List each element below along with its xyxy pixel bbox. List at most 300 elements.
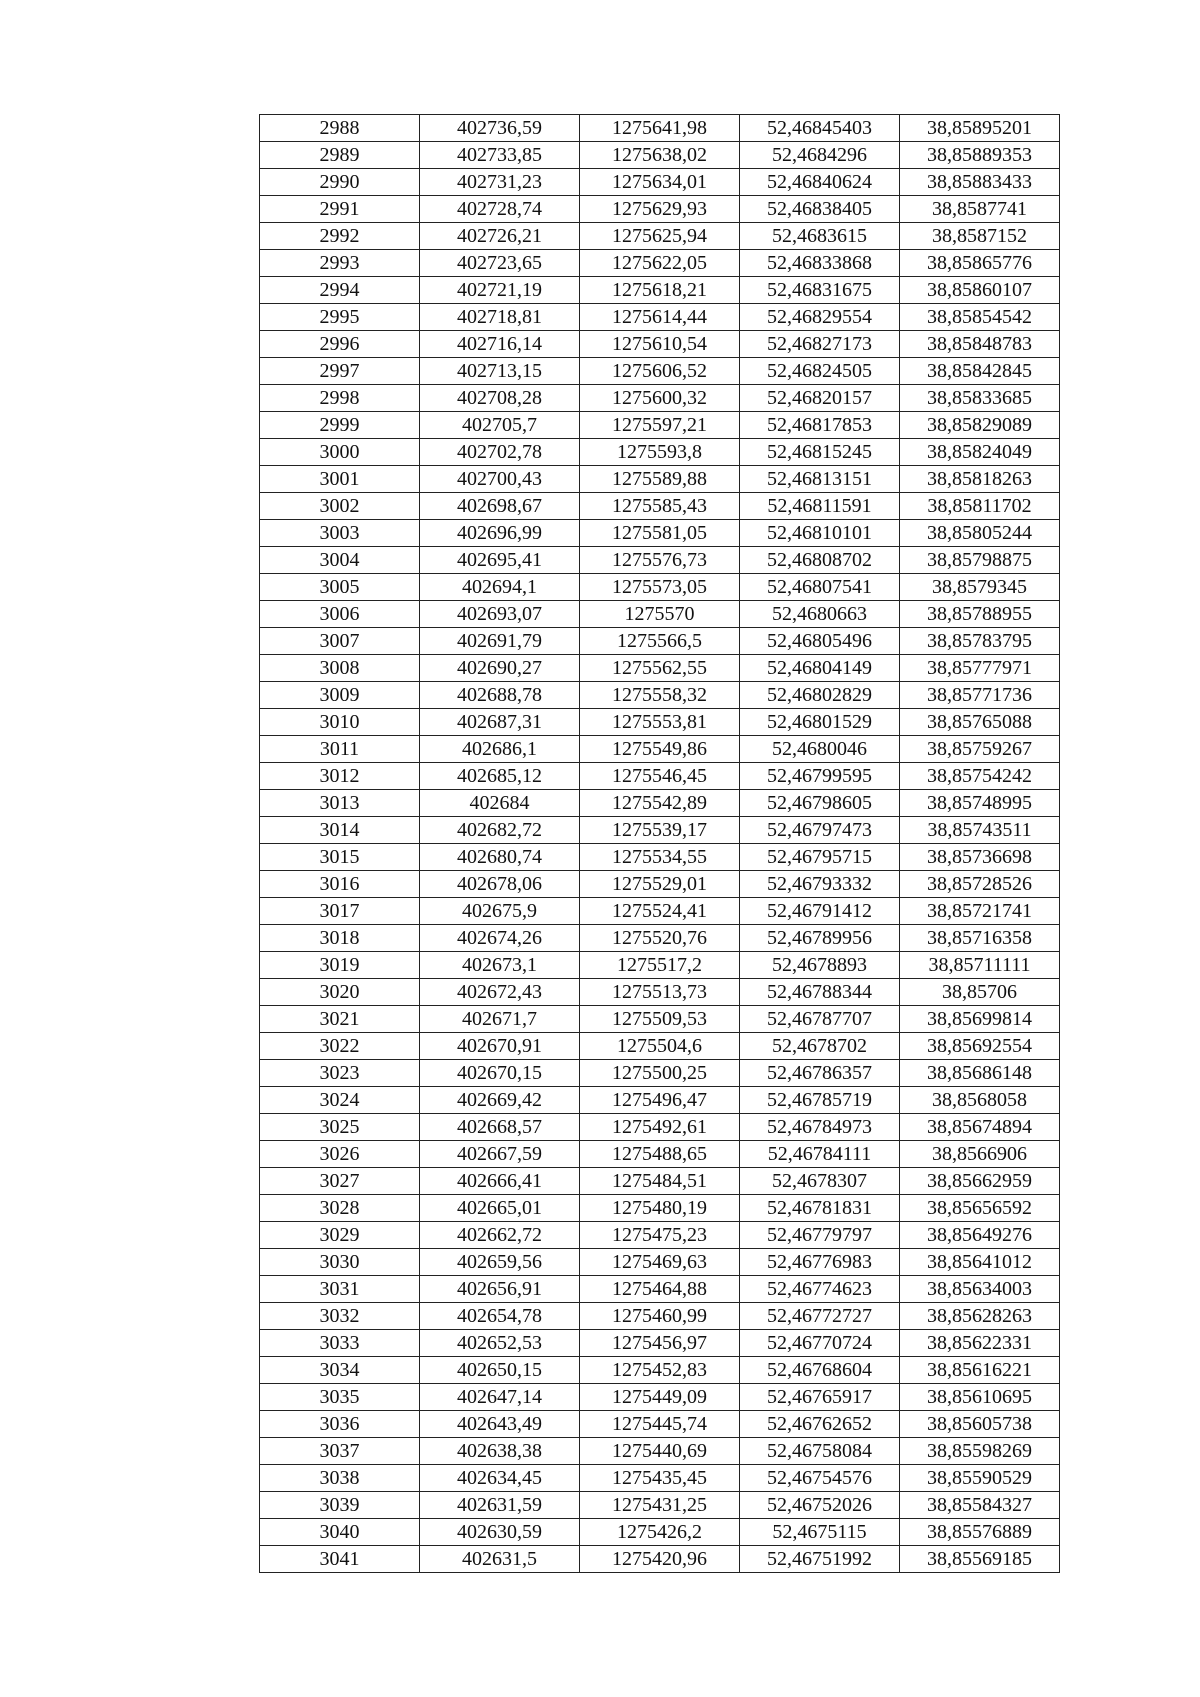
longitude-cell: 38,85788955 <box>900 601 1060 628</box>
table-row <box>260 439 1060 466</box>
x-coordinate-cell: 402728,74 <box>420 196 580 223</box>
point-number-cell: 3021 <box>260 1006 420 1033</box>
longitude-cell: 38,85798875 <box>900 547 1060 574</box>
latitude-cell: 52,46799595 <box>740 763 900 790</box>
longitude-cell: 38,85728526 <box>900 871 1060 898</box>
longitude-cell: 38,85854542 <box>900 304 1060 331</box>
table-row <box>260 709 1060 736</box>
y-coordinate-cell: 1275484,51 <box>580 1168 740 1195</box>
longitude-cell: 38,85883433 <box>900 169 1060 196</box>
longitude-cell: 38,85748995 <box>900 790 1060 817</box>
longitude-cell: 38,85610695 <box>900 1384 1060 1411</box>
longitude-cell: 38,8568058 <box>900 1087 1060 1114</box>
table-row <box>260 466 1060 493</box>
x-coordinate-cell: 402690,27 <box>420 655 580 682</box>
table-row <box>260 196 1060 223</box>
x-coordinate-cell: 402680,74 <box>420 844 580 871</box>
latitude-cell: 52,4678893 <box>740 952 900 979</box>
x-coordinate-cell: 402723,65 <box>420 250 580 277</box>
y-coordinate-cell: 1275420,96 <box>580 1546 740 1573</box>
longitude-cell: 38,85889353 <box>900 142 1060 169</box>
y-coordinate-cell: 1275641,98 <box>580 115 740 142</box>
point-number-cell: 3008 <box>260 655 420 682</box>
x-coordinate-cell: 402733,85 <box>420 142 580 169</box>
y-coordinate-cell: 1275488,65 <box>580 1141 740 1168</box>
point-number-cell: 3009 <box>260 682 420 709</box>
table-row <box>260 304 1060 331</box>
y-coordinate-cell: 1275460,99 <box>580 1303 740 1330</box>
latitude-cell: 52,46784973 <box>740 1114 900 1141</box>
longitude-cell: 38,8566906 <box>900 1141 1060 1168</box>
point-number-cell: 3035 <box>260 1384 420 1411</box>
point-number-cell: 2989 <box>260 142 420 169</box>
longitude-cell: 38,85662959 <box>900 1168 1060 1195</box>
table-row <box>260 1330 1060 1357</box>
y-coordinate-cell: 1275625,94 <box>580 223 740 250</box>
x-coordinate-cell: 402675,9 <box>420 898 580 925</box>
point-number-cell: 3013 <box>260 790 420 817</box>
point-number-cell: 3030 <box>260 1249 420 1276</box>
x-coordinate-cell: 402694,1 <box>420 574 580 601</box>
longitude-cell: 38,85759267 <box>900 736 1060 763</box>
table-row <box>260 1249 1060 1276</box>
y-coordinate-cell: 1275449,09 <box>580 1384 740 1411</box>
point-number-cell: 3003 <box>260 520 420 547</box>
x-coordinate-cell: 402652,53 <box>420 1330 580 1357</box>
y-coordinate-cell: 1275435,45 <box>580 1465 740 1492</box>
longitude-cell: 38,85598269 <box>900 1438 1060 1465</box>
latitude-cell: 52,46817853 <box>740 412 900 439</box>
point-number-cell: 3041 <box>260 1546 420 1573</box>
x-coordinate-cell: 402695,41 <box>420 547 580 574</box>
latitude-cell: 52,46765917 <box>740 1384 900 1411</box>
latitude-cell: 52,46810101 <box>740 520 900 547</box>
y-coordinate-cell: 1275566,5 <box>580 628 740 655</box>
x-coordinate-cell: 402685,12 <box>420 763 580 790</box>
table-row <box>260 871 1060 898</box>
y-coordinate-cell: 1275638,02 <box>580 142 740 169</box>
latitude-cell: 52,46838405 <box>740 196 900 223</box>
table-row <box>260 1141 1060 1168</box>
y-coordinate-cell: 1275600,32 <box>580 385 740 412</box>
x-coordinate-cell: 402659,56 <box>420 1249 580 1276</box>
y-coordinate-cell: 1275589,88 <box>580 466 740 493</box>
longitude-cell: 38,85616221 <box>900 1357 1060 1384</box>
y-coordinate-cell: 1275509,53 <box>580 1006 740 1033</box>
y-coordinate-cell: 1275610,54 <box>580 331 740 358</box>
x-coordinate-cell: 402684 <box>420 790 580 817</box>
table-row <box>260 628 1060 655</box>
table-row <box>260 790 1060 817</box>
longitude-cell: 38,85674894 <box>900 1114 1060 1141</box>
latitude-cell: 52,46779797 <box>740 1222 900 1249</box>
y-coordinate-cell: 1275573,05 <box>580 574 740 601</box>
x-coordinate-cell: 402718,81 <box>420 304 580 331</box>
longitude-cell: 38,85584327 <box>900 1492 1060 1519</box>
latitude-cell: 52,4683615 <box>740 223 900 250</box>
point-number-cell: 3011 <box>260 736 420 763</box>
point-number-cell: 2992 <box>260 223 420 250</box>
x-coordinate-cell: 402656,91 <box>420 1276 580 1303</box>
point-number-cell: 3015 <box>260 844 420 871</box>
x-coordinate-cell: 402726,21 <box>420 223 580 250</box>
table-row <box>260 925 1060 952</box>
longitude-cell: 38,85783795 <box>900 628 1060 655</box>
longitude-cell: 38,85692554 <box>900 1033 1060 1060</box>
latitude-cell: 52,46824505 <box>740 358 900 385</box>
table-row <box>260 1033 1060 1060</box>
table-row <box>260 1060 1060 1087</box>
longitude-cell: 38,85711111 <box>900 952 1060 979</box>
longitude-cell: 38,85865776 <box>900 250 1060 277</box>
y-coordinate-cell: 1275475,23 <box>580 1222 740 1249</box>
table-row <box>260 655 1060 682</box>
point-number-cell: 3004 <box>260 547 420 574</box>
point-number-cell: 3022 <box>260 1033 420 1060</box>
x-coordinate-cell: 402731,23 <box>420 169 580 196</box>
table-row <box>260 412 1060 439</box>
table-row <box>260 682 1060 709</box>
latitude-cell: 52,46827173 <box>740 331 900 358</box>
table-row <box>260 250 1060 277</box>
table-row <box>260 493 1060 520</box>
latitude-cell: 52,46808702 <box>740 547 900 574</box>
y-coordinate-cell: 1275593,8 <box>580 439 740 466</box>
longitude-cell: 38,85641012 <box>900 1249 1060 1276</box>
y-coordinate-cell: 1275464,88 <box>580 1276 740 1303</box>
x-coordinate-cell: 402678,06 <box>420 871 580 898</box>
point-number-cell: 3012 <box>260 763 420 790</box>
longitude-cell: 38,85649276 <box>900 1222 1060 1249</box>
x-coordinate-cell: 402687,31 <box>420 709 580 736</box>
x-coordinate-cell: 402671,7 <box>420 1006 580 1033</box>
point-number-cell: 3025 <box>260 1114 420 1141</box>
longitude-cell: 38,8579345 <box>900 574 1060 601</box>
y-coordinate-cell: 1275426,2 <box>580 1519 740 1546</box>
x-coordinate-cell: 402667,59 <box>420 1141 580 1168</box>
point-number-cell: 2990 <box>260 169 420 196</box>
point-number-cell: 3000 <box>260 439 420 466</box>
longitude-cell: 38,85686148 <box>900 1060 1060 1087</box>
point-number-cell: 3019 <box>260 952 420 979</box>
table-row <box>260 223 1060 250</box>
x-coordinate-cell: 402647,14 <box>420 1384 580 1411</box>
table-row <box>260 115 1060 142</box>
latitude-cell: 52,46805496 <box>740 628 900 655</box>
y-coordinate-cell: 1275517,2 <box>580 952 740 979</box>
point-number-cell: 3006 <box>260 601 420 628</box>
y-coordinate-cell: 1275520,76 <box>580 925 740 952</box>
x-coordinate-cell: 402700,43 <box>420 466 580 493</box>
table-row <box>260 520 1060 547</box>
longitude-cell: 38,8587152 <box>900 223 1060 250</box>
longitude-cell: 38,85634003 <box>900 1276 1060 1303</box>
x-coordinate-cell: 402691,79 <box>420 628 580 655</box>
point-number-cell: 3007 <box>260 628 420 655</box>
y-coordinate-cell: 1275480,19 <box>580 1195 740 1222</box>
point-number-cell: 2994 <box>260 277 420 304</box>
longitude-cell: 38,8587741 <box>900 196 1060 223</box>
table-row <box>260 1411 1060 1438</box>
point-number-cell: 3032 <box>260 1303 420 1330</box>
x-coordinate-cell: 402669,42 <box>420 1087 580 1114</box>
longitude-cell: 38,85848783 <box>900 331 1060 358</box>
y-coordinate-cell: 1275452,83 <box>580 1357 740 1384</box>
x-coordinate-cell: 402666,41 <box>420 1168 580 1195</box>
table-row <box>260 1357 1060 1384</box>
y-coordinate-cell: 1275562,55 <box>580 655 740 682</box>
table-row <box>260 574 1060 601</box>
y-coordinate-cell: 1275456,97 <box>580 1330 740 1357</box>
table-row <box>260 1168 1060 1195</box>
longitude-cell: 38,85771736 <box>900 682 1060 709</box>
point-number-cell: 3033 <box>260 1330 420 1357</box>
x-coordinate-cell: 402674,26 <box>420 925 580 952</box>
table-row <box>260 547 1060 574</box>
x-coordinate-cell: 402630,59 <box>420 1519 580 1546</box>
x-coordinate-cell: 402705,7 <box>420 412 580 439</box>
y-coordinate-cell: 1275504,6 <box>580 1033 740 1060</box>
point-number-cell: 3034 <box>260 1357 420 1384</box>
longitude-cell: 38,85754242 <box>900 763 1060 790</box>
latitude-cell: 52,46758084 <box>740 1438 900 1465</box>
point-number-cell: 3001 <box>260 466 420 493</box>
y-coordinate-cell: 1275576,73 <box>580 547 740 574</box>
y-coordinate-cell: 1275622,05 <box>580 250 740 277</box>
latitude-cell: 52,46791412 <box>740 898 900 925</box>
table-row <box>260 142 1060 169</box>
y-coordinate-cell: 1275539,17 <box>580 817 740 844</box>
y-coordinate-cell: 1275558,32 <box>580 682 740 709</box>
latitude-cell: 52,46781831 <box>740 1195 900 1222</box>
point-number-cell: 2993 <box>260 250 420 277</box>
x-coordinate-cell: 402721,19 <box>420 277 580 304</box>
latitude-cell: 52,46813151 <box>740 466 900 493</box>
table-row <box>260 1114 1060 1141</box>
point-number-cell: 3014 <box>260 817 420 844</box>
point-number-cell: 2997 <box>260 358 420 385</box>
x-coordinate-cell: 402702,78 <box>420 439 580 466</box>
point-number-cell: 3024 <box>260 1087 420 1114</box>
latitude-cell: 52,46798605 <box>740 790 900 817</box>
point-number-cell: 3037 <box>260 1438 420 1465</box>
latitude-cell: 52,46804149 <box>740 655 900 682</box>
longitude-cell: 38,85765088 <box>900 709 1060 736</box>
latitude-cell: 52,4678307 <box>740 1168 900 1195</box>
table-row <box>260 1384 1060 1411</box>
point-number-cell: 3039 <box>260 1492 420 1519</box>
latitude-cell: 52,46793332 <box>740 871 900 898</box>
longitude-cell: 38,85829089 <box>900 412 1060 439</box>
longitude-cell: 38,85605738 <box>900 1411 1060 1438</box>
point-number-cell: 3023 <box>260 1060 420 1087</box>
table-row <box>260 385 1060 412</box>
point-number-cell: 3028 <box>260 1195 420 1222</box>
x-coordinate-cell: 402631,5 <box>420 1546 580 1573</box>
table-row <box>260 1087 1060 1114</box>
table-row <box>260 601 1060 628</box>
y-coordinate-cell: 1275570 <box>580 601 740 628</box>
point-number-cell: 2995 <box>260 304 420 331</box>
table-row <box>260 1465 1060 1492</box>
x-coordinate-cell: 402736,59 <box>420 115 580 142</box>
y-coordinate-cell: 1275542,89 <box>580 790 740 817</box>
latitude-cell: 52,46786357 <box>740 1060 900 1087</box>
table-row <box>260 169 1060 196</box>
point-number-cell: 3020 <box>260 979 420 1006</box>
latitude-cell: 52,46774623 <box>740 1276 900 1303</box>
longitude-cell: 38,85716358 <box>900 925 1060 952</box>
y-coordinate-cell: 1275549,86 <box>580 736 740 763</box>
table-row <box>260 1303 1060 1330</box>
x-coordinate-cell: 402698,67 <box>420 493 580 520</box>
table-row <box>260 1222 1060 1249</box>
latitude-cell: 52,46789956 <box>740 925 900 952</box>
latitude-cell: 52,46784111 <box>740 1141 900 1168</box>
latitude-cell: 52,46797473 <box>740 817 900 844</box>
latitude-cell: 52,46801529 <box>740 709 900 736</box>
latitude-cell: 52,46770724 <box>740 1330 900 1357</box>
latitude-cell: 52,46845403 <box>740 115 900 142</box>
point-number-cell: 3029 <box>260 1222 420 1249</box>
y-coordinate-cell: 1275534,55 <box>580 844 740 871</box>
latitude-cell: 52,46772727 <box>740 1303 900 1330</box>
y-coordinate-cell: 1275597,21 <box>580 412 740 439</box>
longitude-cell: 38,85895201 <box>900 115 1060 142</box>
x-coordinate-cell: 402672,43 <box>420 979 580 1006</box>
y-coordinate-cell: 1275629,93 <box>580 196 740 223</box>
table-row <box>260 358 1060 385</box>
point-number-cell: 3018 <box>260 925 420 952</box>
x-coordinate-cell: 402708,28 <box>420 385 580 412</box>
coordinates-table <box>259 114 1060 1573</box>
y-coordinate-cell: 1275618,21 <box>580 277 740 304</box>
table-row <box>260 1006 1060 1033</box>
y-coordinate-cell: 1275431,25 <box>580 1492 740 1519</box>
point-number-cell: 2999 <box>260 412 420 439</box>
longitude-cell: 38,85656592 <box>900 1195 1060 1222</box>
longitude-cell: 38,85569185 <box>900 1546 1060 1573</box>
latitude-cell: 52,46752026 <box>740 1492 900 1519</box>
latitude-cell: 52,46833868 <box>740 250 900 277</box>
coordinates-table-body <box>260 115 1060 1573</box>
point-number-cell: 3010 <box>260 709 420 736</box>
longitude-cell: 38,85622331 <box>900 1330 1060 1357</box>
longitude-cell: 38,85833685 <box>900 385 1060 412</box>
table-row <box>260 979 1060 1006</box>
table-row <box>260 844 1060 871</box>
table-row <box>260 736 1060 763</box>
longitude-cell: 38,85842845 <box>900 358 1060 385</box>
y-coordinate-cell: 1275500,25 <box>580 1060 740 1087</box>
latitude-cell: 52,46811591 <box>740 493 900 520</box>
y-coordinate-cell: 1275614,44 <box>580 304 740 331</box>
latitude-cell: 52,4675115 <box>740 1519 900 1546</box>
x-coordinate-cell: 402696,99 <box>420 520 580 547</box>
y-coordinate-cell: 1275496,47 <box>580 1087 740 1114</box>
longitude-cell: 38,85860107 <box>900 277 1060 304</box>
longitude-cell: 38,85628263 <box>900 1303 1060 1330</box>
y-coordinate-cell: 1275469,63 <box>580 1249 740 1276</box>
x-coordinate-cell: 402634,45 <box>420 1465 580 1492</box>
y-coordinate-cell: 1275440,69 <box>580 1438 740 1465</box>
point-number-cell: 3031 <box>260 1276 420 1303</box>
y-coordinate-cell: 1275513,73 <box>580 979 740 1006</box>
point-number-cell: 2988 <box>260 115 420 142</box>
table-row <box>260 331 1060 358</box>
y-coordinate-cell: 1275585,43 <box>580 493 740 520</box>
table-row <box>260 1276 1060 1303</box>
point-number-cell: 3038 <box>260 1465 420 1492</box>
x-coordinate-cell: 402713,15 <box>420 358 580 385</box>
latitude-cell: 52,46829554 <box>740 304 900 331</box>
y-coordinate-cell: 1275529,01 <box>580 871 740 898</box>
point-number-cell: 3026 <box>260 1141 420 1168</box>
table-row <box>260 898 1060 925</box>
y-coordinate-cell: 1275492,61 <box>580 1114 740 1141</box>
point-number-cell: 2998 <box>260 385 420 412</box>
table-row <box>260 1519 1060 1546</box>
point-number-cell: 3036 <box>260 1411 420 1438</box>
latitude-cell: 52,46807541 <box>740 574 900 601</box>
x-coordinate-cell: 402682,72 <box>420 817 580 844</box>
latitude-cell: 52,46762652 <box>740 1411 900 1438</box>
latitude-cell: 52,46820157 <box>740 385 900 412</box>
point-number-cell: 3002 <box>260 493 420 520</box>
longitude-cell: 38,85824049 <box>900 439 1060 466</box>
x-coordinate-cell: 402643,49 <box>420 1411 580 1438</box>
x-coordinate-cell: 402670,15 <box>420 1060 580 1087</box>
latitude-cell: 52,4680046 <box>740 736 900 763</box>
longitude-cell: 38,85590529 <box>900 1465 1060 1492</box>
y-coordinate-cell: 1275606,52 <box>580 358 740 385</box>
point-number-cell: 3005 <box>260 574 420 601</box>
x-coordinate-cell: 402650,15 <box>420 1357 580 1384</box>
x-coordinate-cell: 402693,07 <box>420 601 580 628</box>
table-row <box>260 1195 1060 1222</box>
table-row <box>260 817 1060 844</box>
latitude-cell: 52,46840624 <box>740 169 900 196</box>
y-coordinate-cell: 1275634,01 <box>580 169 740 196</box>
longitude-cell: 38,85743511 <box>900 817 1060 844</box>
latitude-cell: 52,4684296 <box>740 142 900 169</box>
point-number-cell: 2991 <box>260 196 420 223</box>
longitude-cell: 38,85721741 <box>900 898 1060 925</box>
table-row <box>260 1492 1060 1519</box>
table-row <box>260 1438 1060 1465</box>
x-coordinate-cell: 402665,01 <box>420 1195 580 1222</box>
table-row <box>260 277 1060 304</box>
point-number-cell: 3040 <box>260 1519 420 1546</box>
x-coordinate-cell: 402686,1 <box>420 736 580 763</box>
longitude-cell: 38,85805244 <box>900 520 1060 547</box>
latitude-cell: 52,46815245 <box>740 439 900 466</box>
x-coordinate-cell: 402638,38 <box>420 1438 580 1465</box>
x-coordinate-cell: 402654,78 <box>420 1303 580 1330</box>
longitude-cell: 38,85699814 <box>900 1006 1060 1033</box>
latitude-cell: 52,46785719 <box>740 1087 900 1114</box>
y-coordinate-cell: 1275581,05 <box>580 520 740 547</box>
longitude-cell: 38,85818263 <box>900 466 1060 493</box>
x-coordinate-cell: 402662,72 <box>420 1222 580 1249</box>
point-number-cell: 3017 <box>260 898 420 925</box>
latitude-cell: 52,46802829 <box>740 682 900 709</box>
latitude-cell: 52,46788344 <box>740 979 900 1006</box>
point-number-cell: 3027 <box>260 1168 420 1195</box>
table-row <box>260 763 1060 790</box>
latitude-cell: 52,4678702 <box>740 1033 900 1060</box>
y-coordinate-cell: 1275445,74 <box>580 1411 740 1438</box>
